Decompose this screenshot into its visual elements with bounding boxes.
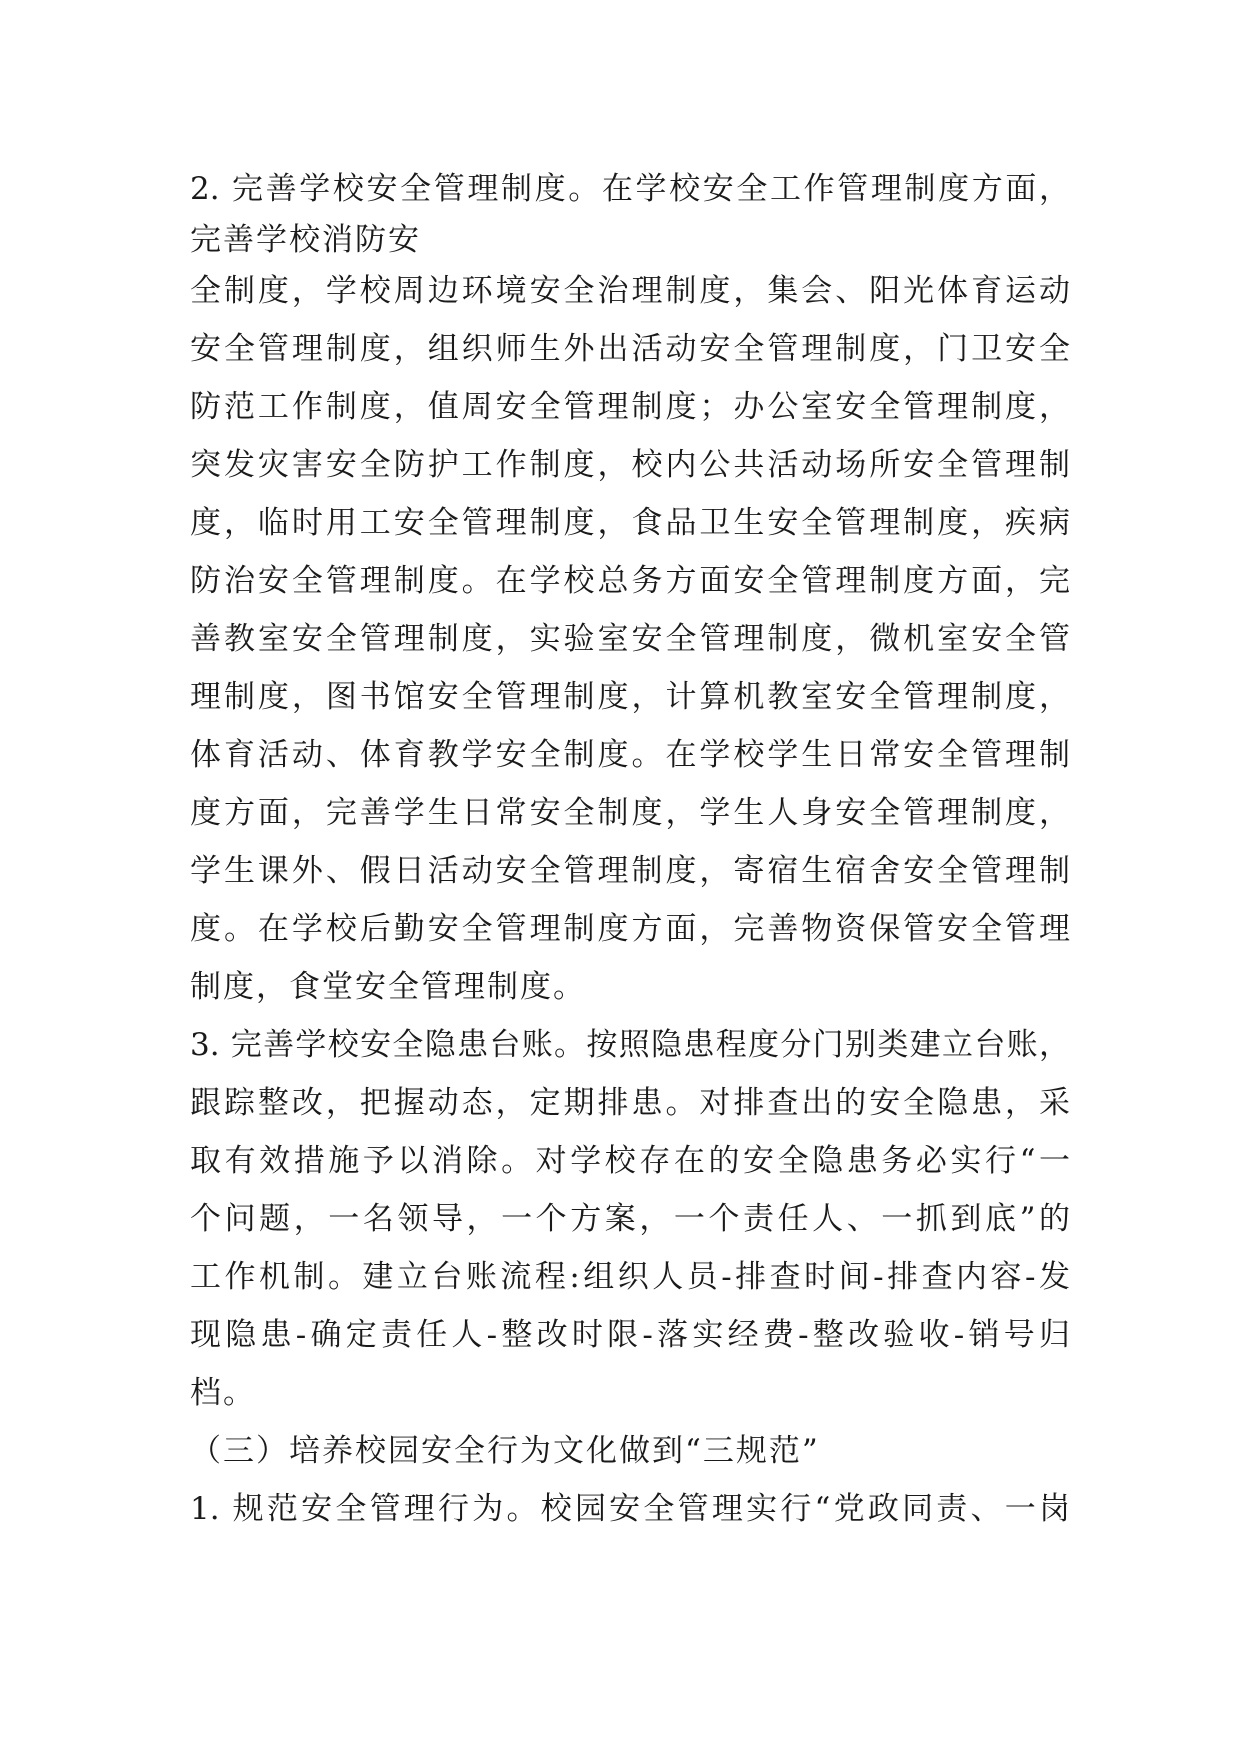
text-line: 跟踪整改，把握动态，定期排患。对排查出的安全隐患，采 (190, 1085, 1070, 1121)
text-line: 理制度，图书馆安全管理制度，计算机教室安全管理制度， (190, 679, 1070, 715)
text-line: 2. 完善学校安全管理制度。在学校安全工作管理制度方面， (190, 171, 1070, 207)
text-line: 1. 规范安全管理行为。校园安全管理实行“党政同责、一岗 (190, 1491, 1070, 1527)
text-line: 突发灾害安全防护工作制度，校内公共活动场所安全管理制 (190, 447, 1070, 483)
text-line: 现隐患-确定责任人-整改时限-落实经费-整改验收-销号归 (190, 1317, 1070, 1353)
text-line: 防治安全管理制度。在学校总务方面安全管理制度方面，完 (190, 563, 1070, 599)
text-line: 3. 完善学校安全隐患台账。按照隐患程度分门别类建立台账， (190, 1027, 1070, 1063)
text-line: 全制度，学校周边环境安全治理制度，集会、阳光体育运动 (190, 273, 1070, 309)
text-line: 取有效措施予以消除。对学校存在的安全隐患务必实行“一 (190, 1143, 1070, 1179)
document-body (190, 160, 1070, 1538)
text-line: 体育活动、体育教学安全制度。在学校学生日常安全管理制 (190, 737, 1070, 773)
text-line: 个问题，一名领导，一个方案，一个责任人、一抓到底”的 (190, 1201, 1070, 1237)
text-line: 制度，食堂安全管理制度。 (190, 969, 586, 1005)
text-line: 防范工作制度，值周安全管理制度；办公室安全管理制度， (190, 389, 1070, 425)
text-line: 工作机制。建立台账流程:组织人员-排查时间-排查内容-发 (190, 1259, 1070, 1295)
text-line: 度，临时用工安全管理制度，食品卫生安全管理制度，疾病 (190, 505, 1070, 541)
text-line: 安全管理制度，组织师生外出活动安全管理制度，门卫安全 (190, 331, 1070, 367)
text-line: 学生课外、假日活动安全管理制度，寄宿生宿舍安全管理制 (190, 853, 1070, 889)
text-line: 度方面，完善学生日常安全制度，学生人身安全管理制度， (190, 795, 1070, 831)
text-line: 善教室安全管理制度，实验室安全管理制度，微机室安全管 (190, 621, 1070, 657)
section-heading: （三）培养校园安全行为文化做到“三规范” (190, 1433, 820, 1469)
text-line: 完善学校消防安 (190, 222, 421, 258)
text-line: 档。 (190, 1375, 256, 1411)
text-line: 度。在学校后勤安全管理制度方面，完善物资保管安全管理 (190, 911, 1070, 947)
